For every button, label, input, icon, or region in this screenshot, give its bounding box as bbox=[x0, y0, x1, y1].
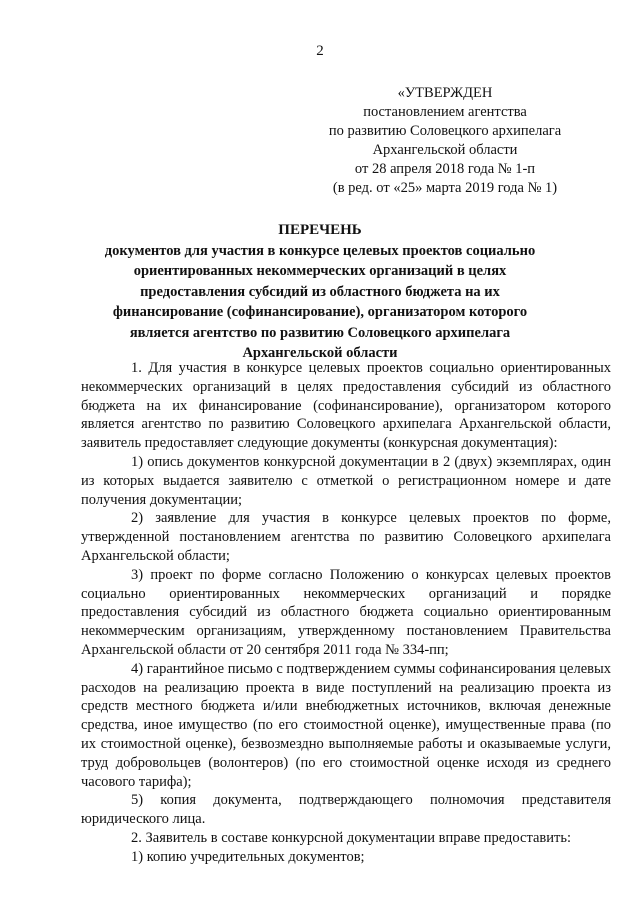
page-number: 2 bbox=[316, 43, 324, 59]
paragraph-subitem-4: 4) гарантийное письмо с подтверждением суммы софинансирования целевых расходов на реализацию проекта в виде поступлений на реализацию проекта из средств местного бюджета и/или внебюджетных источников, включая денежные средства, иное имущество (по его стоимостной оценке), имущественные права (по их стоимостной оценке), безвозмездно выполняемые работы и оказываемые услуги, труд добровольцев (волонтеров) (по его стоимостной оценке исходя из среднего часового тарифа); bbox=[81, 660, 611, 790]
approval-line: по развитию Соловецкого архипелага bbox=[328, 123, 562, 139]
paragraph-subitem-5: 5) копия документа, подтверждающего полномочия представителя юридического лица. bbox=[81, 792, 611, 828]
document-heading bbox=[90, 220, 550, 364]
approval-line: постановлением агентства bbox=[363, 104, 527, 120]
heading-line: финансирование (софинансирование), организатором которого bbox=[112, 304, 528, 320]
paragraph-subitem-1: 1) опись документов конкурсной документации в 2 (двух) экземплярах, один из которых выдается заявителю с отметкой о регистрационном номере и дате получения документации; bbox=[81, 453, 611, 508]
paragraph-subitem-3: 3) проект по форме согласно Положению о конкурсах целевых проектов социально ориентированных некоммерческих организаций и порядке предоставления субсидий из областного бюджета социально ориентированным некоммерческим организациям, утвержденному постановлением Правительства Архангельской области от 20 сентября 2011 года № 334-пп; bbox=[81, 566, 611, 658]
approval-line: от 28 апреля 2018 года № 1-п bbox=[354, 161, 536, 177]
heading-line: предоставления субсидий из областного бюджета на их bbox=[140, 283, 500, 300]
document-title: ПЕРЕЧЕНЬ bbox=[278, 222, 362, 238]
paragraph-item-2: 2. Заявитель в составе конкурсной документации вправе предоставить: bbox=[131, 829, 572, 846]
heading-line: ориентированных некоммерческих организаций в целях bbox=[133, 263, 507, 279]
heading-line: является агентство по развитию Соловецкого архипелага bbox=[129, 324, 511, 341]
approval-line: «УТВЕРЖДЕН bbox=[397, 85, 493, 101]
paragraph-item-2-subitem-1: 1) копию учредительных документов; bbox=[131, 848, 365, 865]
paragraph-subitem-2: 2) заявление для участия в конкурсе целевых проектов по форме, утвержденной постановлением агентства по развитию Соловецкого архипелага Архангельской области; bbox=[81, 510, 611, 564]
approval-stamp-block bbox=[300, 84, 590, 198]
heading-line: документов для участия в конкурсе целевых проектов социально bbox=[104, 242, 536, 259]
paragraph-item-1: 1. Для участия в конкурсе целевых проектов социально ориентированных некоммерческих организаций в целях предоставления субсидий из областного бюджета на их финансирование (софинансирование), организатором которого является агентство по развитию Соловецкого архипелага Архангельской области, заявитель предоставляет следующие документы (конкурсная документация): bbox=[81, 360, 611, 452]
approval-line: (в ред. от «25» марта 2019 года № 1) bbox=[332, 180, 558, 196]
heading-line: Архангельской области bbox=[242, 345, 398, 361]
approval-line: Архангельской области bbox=[372, 142, 518, 158]
document-body bbox=[81, 359, 611, 867]
